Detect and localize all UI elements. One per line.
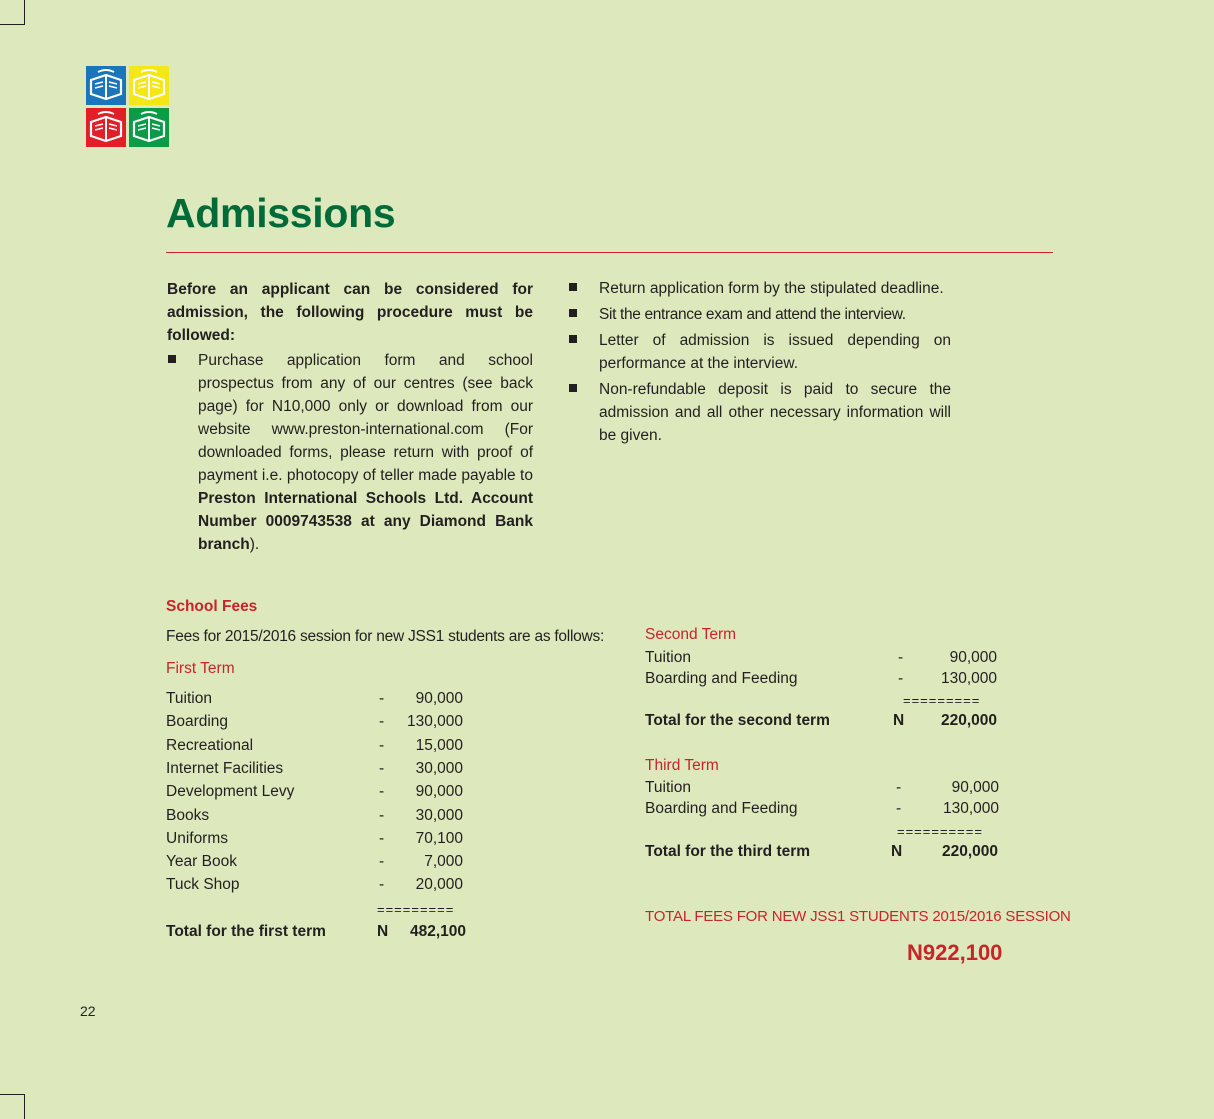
procedure-list-right — [568, 277, 951, 450]
fees-intro: Fees for 2015/2016 session for new JSS1 students are as follows: — [166, 628, 605, 645]
school-logo — [86, 66, 170, 148]
logo-tile-green — [129, 108, 169, 147]
step-text: Letter of admission is issued depending on performance at the interview. — [599, 332, 951, 372]
fee-amount: 130,000 — [406, 713, 463, 731]
grand-total-label: TOTAL FEES FOR NEW JSS1 STUDENTS 2015/2016 SESSION — [645, 908, 1071, 925]
fee-label: Boarding — [166, 713, 229, 731]
second-term-separator: ========= — [903, 693, 981, 708]
fee-row — [166, 782, 463, 802]
fee-amount: 30,000 — [415, 806, 463, 824]
fee-dash: - — [898, 649, 904, 666]
procedure-list-left — [167, 349, 533, 556]
fee-row — [645, 669, 997, 689]
fee-dash: - — [379, 690, 385, 707]
step-text: Sit the entrance exam and attend the interview. — [599, 306, 906, 323]
total-amount: 220,000 — [941, 712, 998, 729]
fee-label: Uniforms — [166, 829, 229, 847]
fee-label: Tuition — [645, 779, 691, 796]
fee-label: Year Book — [166, 853, 237, 871]
currency: N — [891, 843, 903, 860]
fee-amount: 20,000 — [415, 876, 463, 894]
fee-amount: 130,000 — [940, 670, 997, 687]
fee-label: Tuck Shop — [166, 876, 240, 894]
fee-dash: - — [898, 670, 904, 687]
third-term-heading: Third Term — [645, 757, 719, 774]
fee-dash: - — [896, 779, 902, 796]
crop-mark — [24, 1094, 25, 1119]
fee-row — [166, 852, 463, 872]
crop-mark — [0, 24, 25, 25]
fee-label: Development Levy — [166, 783, 295, 801]
fee-label: Boarding and Feeding — [645, 800, 798, 817]
fee-amount: 70,100 — [415, 829, 463, 847]
fee-dash: - — [379, 876, 385, 894]
fee-label: Boarding and Feeding — [645, 670, 798, 687]
procedure-step — [167, 349, 533, 556]
logo-tile-blue — [86, 66, 126, 105]
fee-row — [166, 806, 463, 826]
fee-dash: - — [379, 829, 385, 847]
fee-amount: 90,000 — [415, 783, 463, 801]
fee-dash: - — [379, 806, 385, 824]
first-term-separator: ========= — [377, 902, 455, 917]
title-divider — [166, 252, 1053, 253]
page-number: 22 — [80, 1003, 96, 1019]
bullet-icon — [168, 355, 176, 363]
procedure-step — [568, 277, 951, 300]
bullet-icon — [569, 384, 577, 392]
fee-label: Books — [166, 806, 210, 824]
fee-row — [166, 829, 463, 849]
bank-details: Preston International Schools Ltd. Account Number 0009743538 at any Diamond Bank branch — [198, 490, 533, 553]
logo-tile-yellow — [129, 66, 169, 105]
currency: N — [893, 712, 905, 729]
second-term-heading: Second Term — [645, 626, 737, 643]
fee-dash: - — [896, 800, 902, 817]
fee-label: Internet Facilities — [166, 759, 284, 777]
fee-amount: 90,000 — [951, 779, 999, 796]
logo-tile-red — [86, 108, 126, 147]
total-amount: 482,100 — [410, 923, 467, 940]
fee-dash: - — [379, 853, 385, 871]
fee-dash: - — [379, 759, 385, 777]
fee-amount: 90,000 — [949, 649, 997, 666]
total-label: Total for the first term — [166, 923, 326, 940]
fee-row — [166, 759, 463, 779]
fee-amount: 15,000 — [415, 736, 463, 754]
third-term-separator: ========== — [897, 824, 983, 839]
step-text: Return application form by the stipulated deadline. — [599, 280, 944, 297]
bullet-icon — [569, 283, 577, 291]
fee-label: Recreational — [166, 736, 254, 754]
page-title: Admissions — [166, 190, 396, 236]
currency: N — [377, 923, 389, 940]
fee-row — [166, 736, 463, 756]
step-text: Non-refundable deposit is paid to secure the admission and all other necessary information will be given. — [599, 381, 951, 444]
fee-amount: 130,000 — [942, 800, 999, 817]
fee-dash: - — [379, 713, 385, 731]
fee-amount: 30,000 — [415, 759, 463, 777]
fee-row — [166, 875, 463, 895]
fee-row — [645, 648, 997, 668]
bullet-icon — [569, 335, 577, 343]
bullet-icon — [569, 309, 577, 317]
grand-total-amount: N922,100 — [907, 940, 1003, 965]
fee-row — [645, 778, 999, 798]
fee-row — [166, 689, 463, 709]
fee-label: Tuition — [645, 649, 691, 666]
school-fees-heading: School Fees — [166, 598, 258, 615]
fee-row — [645, 799, 999, 819]
crop-mark — [24, 0, 25, 25]
total-label: Total for the second term — [645, 712, 830, 729]
procedure-step — [568, 303, 951, 326]
fee-row — [166, 712, 463, 732]
fee-label: Tuition — [166, 690, 212, 707]
total-amount: 220,000 — [942, 843, 999, 860]
crop-mark — [0, 1094, 25, 1095]
first-term-heading: First Term — [166, 660, 235, 677]
procedure-step — [568, 378, 951, 447]
fee-amount: 7,000 — [424, 853, 463, 871]
fee-dash: - — [379, 736, 385, 754]
total-label: Total for the third term — [645, 843, 811, 860]
step-text-end: ). — [249, 536, 260, 553]
fee-dash: - — [379, 783, 385, 801]
step-text: Purchase application form and school prospectus from any of our centres (see back page) for N10,000 only or download from our website www.preston-international.com (For downloaded forms, please return with proof of payment i.e. photocopy of teller made payable to — [198, 352, 533, 484]
procedure-step — [568, 329, 951, 375]
fee-amount: 90,000 — [415, 690, 463, 707]
admission-intro: Before an applicant can be considered for admission, the following procedure must be followed: — [167, 281, 533, 344]
